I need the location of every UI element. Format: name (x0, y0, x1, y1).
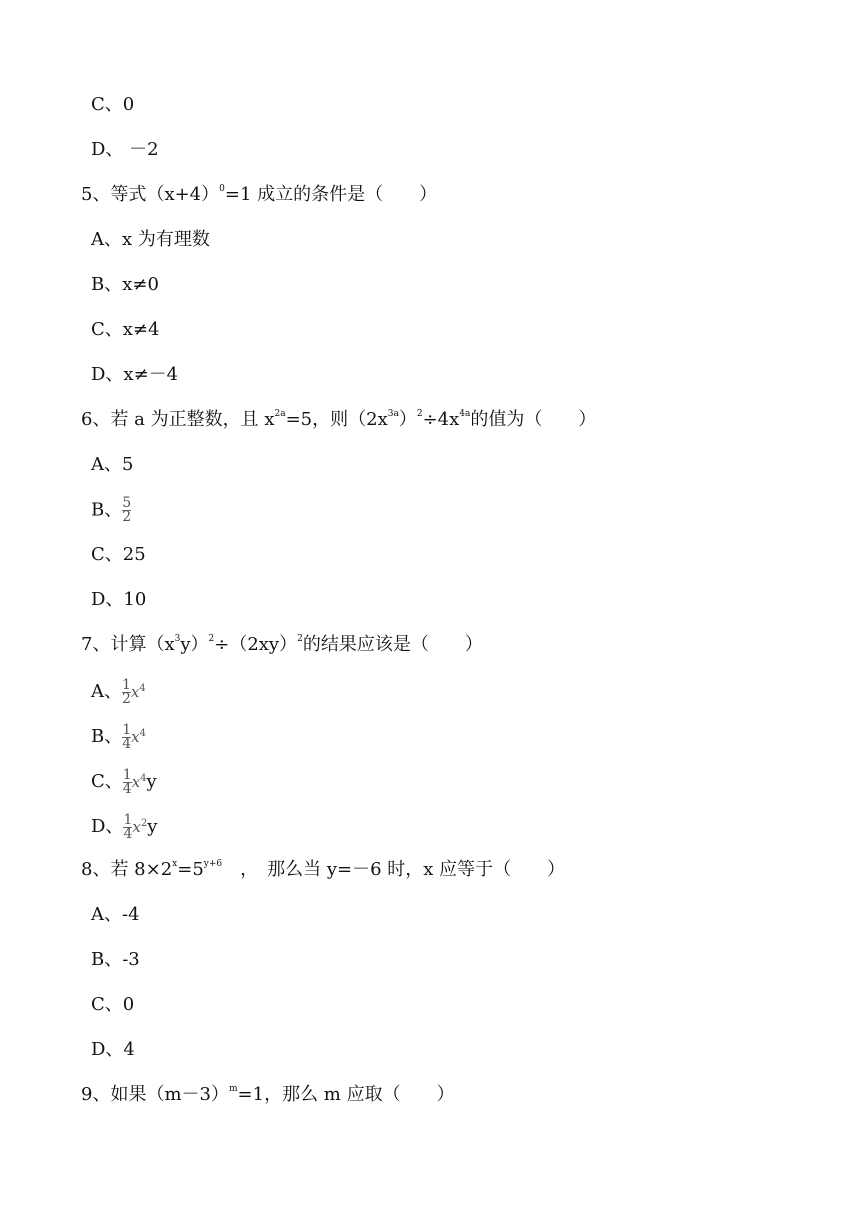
denominator: 4 (122, 735, 132, 752)
option-a-q7 (91, 678, 146, 706)
numerator: 1 (122, 721, 132, 738)
q6-exp: 2 (416, 409, 423, 419)
var-exp: 4 (139, 683, 146, 694)
fraction (122, 676, 131, 707)
q8-part: =5 (177, 859, 204, 880)
q7-part: 的结果应该是（ ） (302, 634, 483, 655)
q6-exp: 2a (274, 409, 286, 419)
numerator: 1 (122, 766, 132, 783)
option-label: B、 (91, 499, 123, 521)
q7-exp: 2 (208, 634, 215, 644)
denominator: 4 (122, 780, 132, 797)
option-label: C、 (91, 771, 123, 792)
q6-part: 的值为（ ） (470, 409, 597, 430)
numerator: 5 (122, 495, 132, 511)
option-a-q6: A、5 (91, 454, 134, 475)
fraction (122, 721, 132, 752)
q5-exponent: 0 (219, 184, 225, 194)
option-label: B、 (91, 726, 123, 747)
question-9 (81, 1084, 455, 1106)
var-letter: x (132, 818, 141, 836)
q6-part: =5，则（2x (285, 409, 388, 430)
q5-text: 5、等式（x+4） (81, 184, 220, 205)
variable (132, 773, 147, 791)
numerator: 1 (123, 811, 133, 828)
variable (131, 728, 146, 746)
option-d-q4: D、 －2 (91, 139, 159, 160)
q7-exp: 3 (174, 634, 181, 644)
fraction (122, 497, 131, 524)
tail: y (147, 816, 158, 837)
option-c-q5: C、x≠4 (91, 319, 160, 340)
variable (131, 683, 146, 701)
q5-text-end: =1 成立的条件是（ ） (224, 184, 438, 205)
option-c-q8: C、0 (91, 994, 135, 1015)
option-label: D、 (91, 816, 124, 837)
q8-part: ， 那么当 y=－6 时，x 应等于（ ） (222, 859, 566, 880)
denominator: 2 (122, 509, 132, 525)
q8-part: 8、若 8×2 (81, 859, 173, 880)
q6-part: ） (398, 409, 417, 430)
q6-part: ÷4x (422, 409, 460, 430)
question-8 (81, 859, 565, 881)
numerator: 1 (122, 676, 131, 693)
denominator: 4 (123, 825, 133, 842)
q7-part: y） (180, 634, 209, 655)
var-exp: 4 (140, 773, 147, 784)
q9-part: 9、如果（m－3） (81, 1084, 229, 1105)
option-c-q6: C、25 (91, 544, 146, 565)
option-b-q7 (91, 723, 146, 751)
q7-exp: 2 (297, 634, 303, 644)
question-6 (81, 409, 596, 431)
option-c-q4: C、0 (91, 94, 135, 115)
var-exp: 4 (139, 728, 146, 739)
option-d-q8: D、4 (91, 1039, 135, 1060)
option-d-q5: D、x≠－4 (91, 364, 179, 385)
option-b-q6 (91, 497, 131, 524)
q9-part: =1，那么 m 应取（ ） (237, 1084, 455, 1105)
option-d-q6: D、10 (91, 589, 147, 610)
question-7 (81, 634, 483, 656)
variable (132, 818, 147, 836)
option-c-q7 (91, 768, 157, 796)
q8-exp: x (172, 859, 178, 869)
option-b-q5: B、x≠0 (91, 274, 159, 295)
option-a-q8: A、-4 (91, 904, 140, 925)
q8-exp: y+6 (203, 859, 223, 869)
question-5 (81, 184, 437, 206)
q6-part: 6、若 a 为正整数，且 x (81, 409, 275, 430)
tail: y (146, 771, 157, 792)
q7-part: ÷（2xy） (214, 634, 298, 655)
var-exp: 2 (140, 818, 148, 829)
q9-exp: m (228, 1084, 238, 1094)
var-letter: x (130, 683, 140, 701)
var-letter: x (131, 728, 140, 746)
q7-part: 7、计算（x (81, 634, 175, 655)
option-b-q8: B、-3 (91, 949, 140, 970)
q6-exp: 3a (387, 409, 399, 419)
option-d-q7 (91, 813, 157, 841)
var-letter: x (131, 773, 141, 791)
denominator: 2 (122, 690, 131, 707)
option-label: A、 (91, 681, 122, 702)
q6-exp: 4a (459, 409, 471, 419)
option-a-q5: A、x 为有理数 (91, 229, 210, 250)
fraction (122, 766, 132, 797)
